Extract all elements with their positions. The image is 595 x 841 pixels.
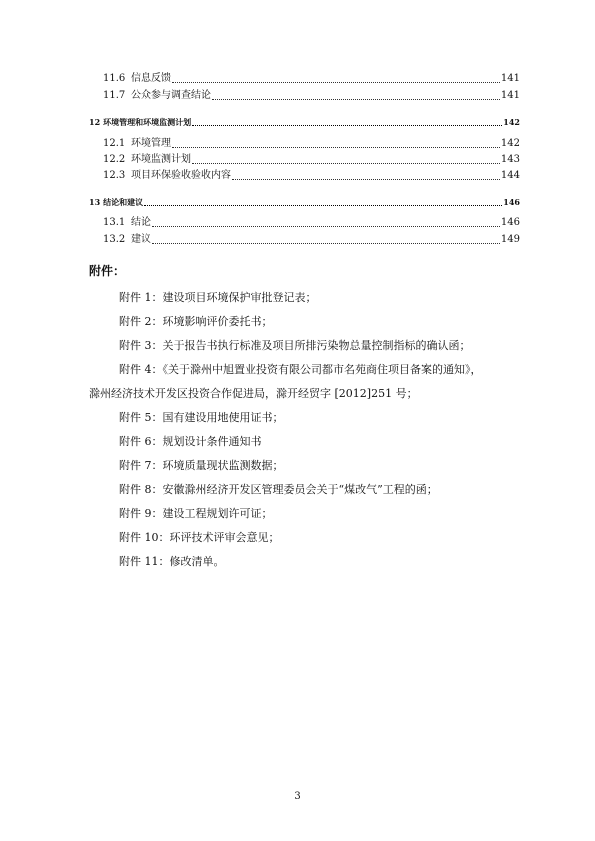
toc-section-number: 12 [89, 117, 101, 127]
toc-leader-dots [152, 226, 500, 227]
toc-leader-dots [172, 82, 500, 83]
toc-entry-number: 13.2 [103, 234, 126, 245]
attachment-item-8: 附件 8：安徽滁州经济开发区管理委员会关于“煤改气”工程的函； [119, 483, 438, 496]
toc-entry-number: 12.3 [103, 170, 126, 181]
toc-section-12[interactable] [89, 116, 520, 128]
toc-entry-page: 142 [500, 138, 520, 149]
toc-entry-12-3[interactable] [103, 170, 520, 182]
toc-entry-number: 11.6 [103, 73, 126, 84]
toc-entry-page: 144 [500, 170, 520, 181]
toc-entry-11-6[interactable] [103, 73, 520, 85]
toc-entry-11-7[interactable] [103, 90, 520, 102]
toc-entry-page: 143 [500, 154, 520, 165]
attachment-item-1: 附件 1：建设项目环境保护审批登记表； [119, 291, 317, 304]
attachment-item-9: 附件 9：建设工程规划许可证； [119, 507, 273, 520]
toc-section-page: 146 [503, 197, 520, 207]
toc-entry-number: 11.7 [103, 90, 126, 101]
toc-entry-number: 13.1 [103, 217, 126, 228]
attachment-item-5: 附件 5：国有建设用地使用证书； [119, 411, 284, 424]
toc-entry-number: 12.2 [103, 154, 126, 165]
toc-section-13[interactable] [89, 196, 520, 208]
attachments-heading: 附件： [89, 264, 126, 278]
toc-leader-dots [212, 99, 500, 100]
toc-entry-page: 141 [500, 90, 520, 101]
attachment-item-6: 附件 6：规划设计条件通知书 [119, 435, 262, 448]
toc-entry-title: 公众参与调查结论 [131, 90, 211, 101]
toc-entry-title: 环境管理 [131, 138, 171, 149]
toc-leader-dots [192, 125, 502, 126]
toc-section-page: 142 [503, 117, 520, 127]
toc-entry-page: 141 [500, 73, 520, 84]
attachment-item-11: 附件 11：修改清单。 [119, 555, 225, 568]
attachment-item-10: 附件 10：环评技术评审会意见； [119, 531, 280, 544]
toc-entry-title: 环境监测计划 [131, 154, 191, 165]
attachment-item-4-continuation: 滁州经济技术开发区投资合作促进局，滁开经贸字 [2012]251 号； [89, 387, 418, 400]
toc-entry-title: 项目环保验收验收内容 [131, 170, 231, 181]
toc-entry-number: 12.1 [103, 138, 126, 149]
attachment-item-2: 附件 2：环境影响评价委托书； [119, 315, 273, 328]
toc-leader-dots [232, 179, 500, 180]
page-number: 3 [294, 791, 301, 802]
toc-section-title: 结论和建议 [103, 197, 144, 207]
attachment-item-4: 附件 4：《关于滁州中旭置业投资有限公司都市名苑商住项目备案的通知》， [119, 363, 482, 376]
toc-entry-title: 建议 [131, 234, 151, 245]
toc-entry-13-1[interactable] [103, 217, 520, 229]
toc-entry-page: 146 [500, 217, 520, 228]
toc-leader-dots [172, 147, 500, 148]
toc-leader-dots [152, 243, 500, 244]
toc-entry-12-2[interactable] [103, 154, 520, 166]
toc-entry-title: 信息反馈 [131, 73, 171, 84]
attachment-item-3: 附件 3：关于报告书执行标准及项目所排污染物总量控制指标的确认函； [119, 339, 471, 352]
toc-entry-page: 149 [500, 234, 520, 245]
toc-entry-13-2[interactable] [103, 234, 520, 246]
toc-leader-dots [144, 205, 502, 206]
toc-section-title: 环境管理和环境监测计划 [103, 117, 192, 127]
attachment-item-7: 附件 7：环境质量现状监测数据； [119, 459, 284, 472]
toc-entry-12-1[interactable] [103, 138, 520, 150]
toc-leader-dots [192, 163, 500, 164]
toc-section-number: 13 [89, 197, 101, 207]
toc-entry-title: 结论 [131, 217, 151, 228]
